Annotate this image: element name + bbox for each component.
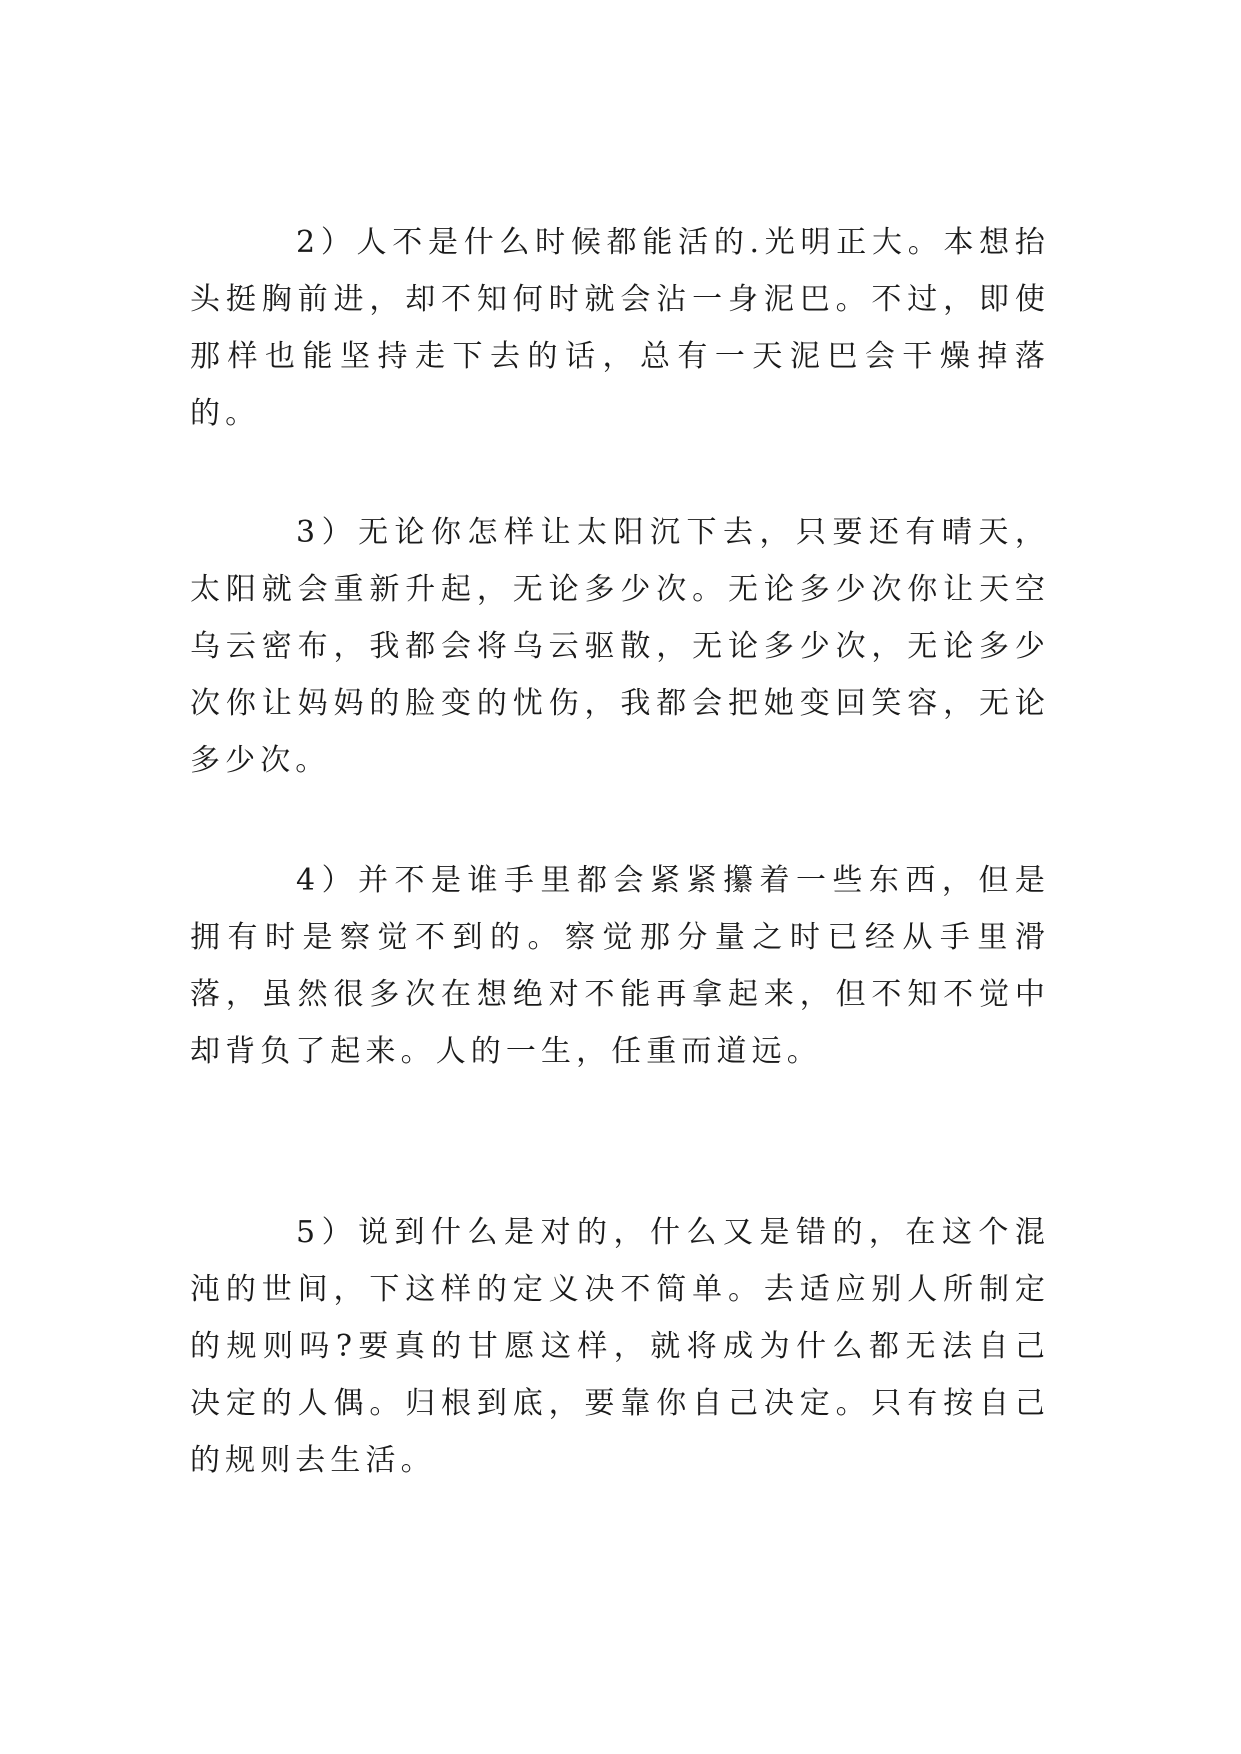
paragraph-5: 5）说到什么是对的，什么又是错的，在这个混沌的世间，下这样的定义决不简单。去适应别人所制定的规则吗?要真的甘愿这样，就将成为什么都无法自己决定的人偶。归根到底，要靠你自己决定。只有按自己的规则去生活。: [190, 1215, 1050, 1478]
paragraph-2: 2）人不是什么时候都能活的.光明正大。本想抬头挺胸前进，却不知何时就会沾一身泥巴。不过，即使那样也能坚持走下去的话，总有一天泥巴会干燥掉落的。: [190, 225, 1050, 431]
paragraph-3: 3）无论你怎样让太阳沉下去，只要还有晴天，太阳就会重新升起，无论多少次。无论多少次你让天空乌云密布，我都会将乌云驱散，无论多少次，无论多少次你让妈妈的脸变的忧伤，我都会把她变回笑容，无论多少次。: [190, 515, 1050, 778]
paragraph-4: 4）并不是谁手里都会紧紧攥着一些东西，但是拥有时是察觉不到的。察觉那分量之时已经从手里滑落，虽然很多次在想绝对不能再拿起来，但不知不觉中却背负了起来。人的一生，任重而道远。: [190, 863, 1050, 1069]
